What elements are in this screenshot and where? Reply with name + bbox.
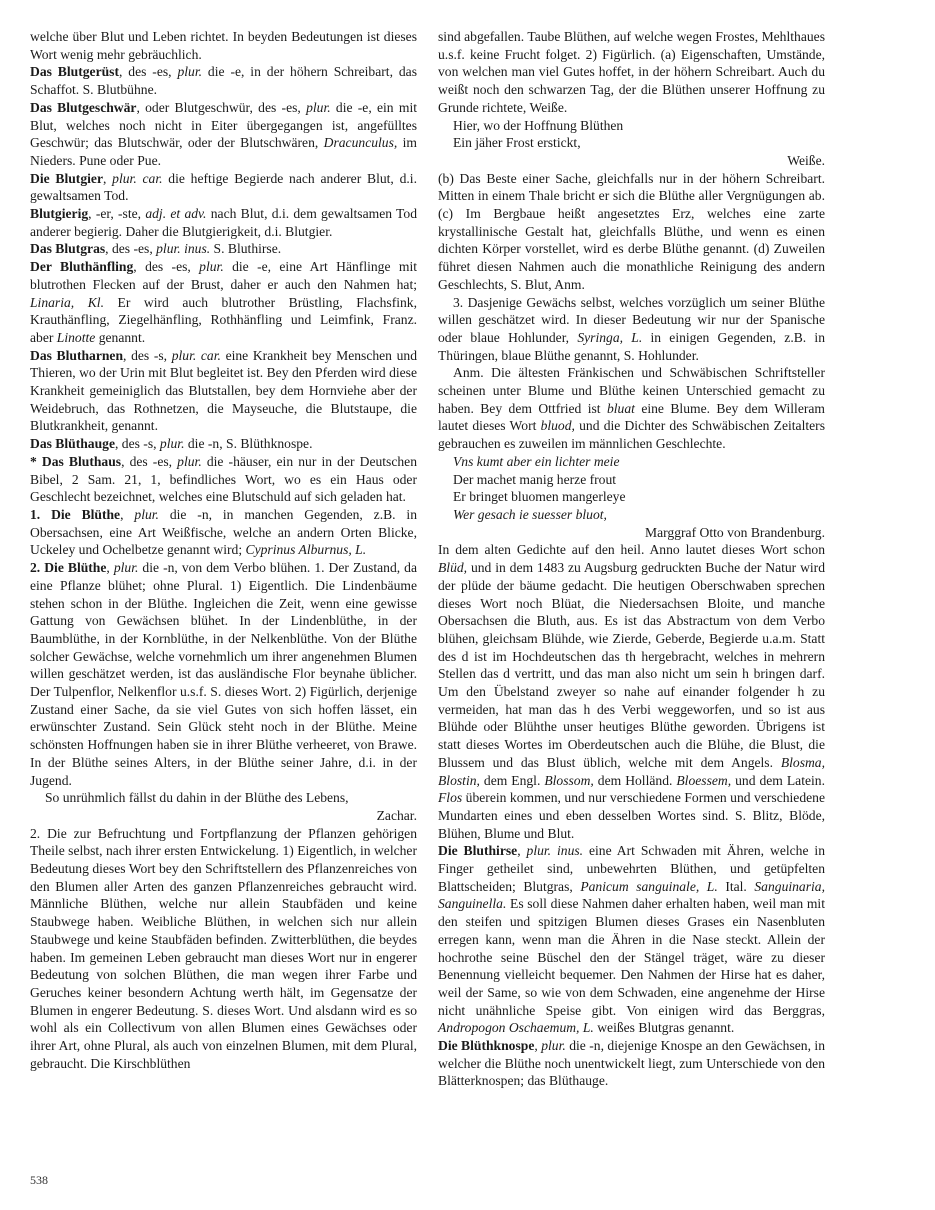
headword: 1. Die Blüthe [30,506,121,522]
left-column [30,28,417,1072]
entry-blutgeschwaer: Das Blutgeschwär, oder Blutgeschwür, des -es, plur. die -e, ein mit Blut, welches noch nicht in Eiter übergegangen ist, angefülltes Geschwür; das Blutschwär, oder der Blutschwären, Dracunculus, im Nieders. Pune oder Pue. [30,99,418,168]
entry-blutgeruest: Das Blutgerüst, des -es, plur. die -e, in der höhern Schreibart, das Schaffot. S. Blutbühne. [30,64,417,98]
entry-bluthaus: * Das Bluthaus, des -es, plur. die -häuser, ein nur in der Deutschen Bibel, 2 Sam. 21, 1, befindliches Wort, wo es ein Haus oder Geschlecht bezeichnet, welches eine Blutschuld auf sich geladen hat. [30,453,417,505]
headword: Blutgierig [30,206,89,222]
entry-blutgier: Die Blutgier, plur. car. die heftige Begierde nach anderer Blut, d.i. gewaltsamen Tod. [30,170,417,204]
headword: Das Blutgeschwär [30,99,137,115]
verse-line: Hier, wo der Hoffnung Blüthen [453,117,624,133]
headword: Das Blutharnen [30,347,124,363]
entry-blutgras: Das Blutgras, des -es, plur. inus. S. Bluthirse. [30,241,282,257]
headword: Das Blutgras [30,241,106,257]
sense-paragraph: 3. Dasjenige Gewächs selbst, welches vorzüglich um seiner Blüthe willen geschätzet wird. In dieser Bedeutung wir nur der Spanische oder blaue Hohlunder, Syringa, L. in einigen Gegenden, z.B. in Thüringen, blaue Blüthe genannt, S. Hohlunder. [438,294,825,363]
headword: Die Blüthknospe [438,1038,535,1054]
verse-line: Der machet manig herze frout [453,471,617,487]
verse-line: Wer gesach ie suesser bluot, [453,506,607,522]
page-number: 538 [30,1173,48,1187]
verse-line: Ein jäher Frost erstickt, [453,135,581,151]
right-column [438,28,825,1090]
headword: Der Bluthänfling [30,259,134,275]
verse-line: Vns kumt aber ein lichter meie [453,453,620,469]
quote-attribution: Weiße. [787,152,825,168]
headword: Die Bluthirse [438,843,518,859]
headword: Das Blutgerüst [30,64,119,80]
sense-paragraph: (b) Das Beste einer Sache, gleichfalls nur in der höhern Schreibart. Mitten in einem Thale bricht er sich die Blüthe aller Vergnügungen ab. (c) Im Bergbaue heißt angesetztes Erz, welches eine zarte krystallinische Gestalt hat, gleichfalls Blüthe, und wenn es einen dichten Körper vorstellet, wird es derbe Blüthe genannt. (d) Zuweilen führet diesen Nahmen auch die monathliche Reinigung des andern Geschlechts, S. Blut, Anm. [438,170,825,292]
entry-bluethe-2: 2. Die Blüthe, plur. die -n, von dem Verbo blühen. 1. Der Zustand, da eine Pflanze blühet; ohne Plural. 1) Eigentlich. Die Lindenbäume stehen schon in der Blüthe. Ingleichen die Zeit, wenn eine gewisse Gattung von Gewächsen blühet. In der Lindenblüthe, in der Baumblüthe, in der Kornblüthe, in der Nelkenblüthe. Von der Blüthe solcher Gewächse, welche vornehmlich um ihrer angenehmen Blumen willen geschätzet werden, ist das ausländische Flor beynahe üblicher. Der Tulpenflor, Nelkenflor u.s.f. S. dieses Wort. 2) Figürlich, derjenige Zustand einer Sache, da sie viel Gutes von sich hoffen lässet, ein erwünschter Zustand. Sein Glück steht noch in der Blüthe. Meine schönsten Hoffnungen haben sie in ihrer Blüthe verheeret, von Brawe. In der Blüthe seines Alters, in der Blüthe seiner Jahre, d.i. in der Jugend. [30,560,417,788]
entry-blutgierig: Blutgierig, -er, -ste, adj. et adv. nach Blut, d.i. dem gewaltsamen Tod anderer begierig. Daher die Blutgierigkeit, d.i. Blutgier. [30,206,417,239]
sense-paragraph: 2. Die zur Befruchtung und Fortpflanzung der Pflanzen gehörigen Theile selbst, nach ihrer ersten Entwickelung. 1) Eigentlich, in welcher Bedeutung dieses Wort bey den Schriftstellern des Pflanzenreiches von den Blumen aller Arten des ganzen Pflanzenreiches gebraucht wird. Männliche Blüthen, welche nur allein Staubfäden und keine Staubwege haben. Weibliche Blüthen, in welchen sich nur allein Staubwege und keine Staubfäden befinden. Zwitterblüthen, die beydes haben. Im gemeinen Leben gebraucht man dieses Wort nur in engerer Bedeutung von solchen Blüthen, die man wegen ihrer Farbe und Geruches keiner besondern Achtung werth hält, im Gegensatze der Blumen in engerer Bedeutung. S. dieses Wort. Und alsdann wird es so wohl als ein Collectivum von allen Blumen eines Gewächses oder ihrer Art, ohne Plural, als auch von einzelnen Blumen, mit dem Plural, gebraucht. Die Kirschblüthen [30,825,417,1071]
quote-attribution: Zachar. [376,807,417,823]
headword: Das Blüthauge [30,436,115,452]
note-paragraph: Anm. Die ältesten Fränkischen und Schwäbischen Schriftsteller scheinen unter Blume und Blüthe keinen Unterschied gemacht zu haben. Bey dem Ottfried ist bluat eine Blume. Bey dem Willeram lautet dieses Wort bluod, und die Dichter des Schwäbischen Zeitalters gebrauchen es zuweilen im männlichen Geschlechte. [438,365,826,452]
headword: Die Blutgier [30,170,103,186]
entry-blutharnen: Das Blutharnen, des -s, plur. car. eine Krankheit bey Menschen und Thieren, wo der Urin mit Blut begleitet ist. Bey den Pferden wird diese Krankheit gemeiniglich das Blutstallen, bey dem Hornviehe aber der Weidebruch, das Rothnetzen, die Mayseuche, die Blutstaupe, die Blutkrankheit, genannt. [30,347,418,434]
verse-line: Er bringet bluomen mangerleye [453,489,626,505]
entry-bluethe-1: 1. Die Blüthe, plur. die -n, in manchen Gegenden, z.B. in Obersachsen, eine Art Weißfische, welche an andern Orten Blicke, Uckeley und Ochelbetze genannt wird; Cyprinus Alburnus, L. [30,506,418,558]
entry-bluethknospe: Die Blüthknospe, plur. die -n, diejenige Knospe an den Gewächsen, in welcher die Blüthe noch unentwickelt liegt, zum Unterschiede von den Blätterknospen; das Blüthauge. [438,1038,826,1089]
entry-bluthirse: Die Bluthirse, plur. inus. eine Art Schwaden mit Ähren, welche in Finger getheilet sind, unbewehrten Blüthen, und getüpfelten Blattscheiden; Blutgras, Panicum sanguinale, L. Ital. Sanguinaria, Sanguinella. Es soll diese Nahmen daher erhalten haben, weil man mit den steifen und spitzigen Blumen dieses Grases ein Nasenbluten erregen kann, wenn man die Ähren in die Nase steckt. Allein der hochrothe seine Büschel den der Stängel träget, wäre zu dieser Benennung vielleicht bequemer. Den Nahmen der Hirse hat es daher, weil der Same, so wie von dem Schwaden, eine angenehme der Hirse nicht unähnliche Speise gibt. Von einigen wird das Berggras, Andropogon Oschaemum, L. weißes Blutgras genannt. [438,843,826,1036]
entry-bluethauge: Das Blüthauge, des -s, plur. die -n, S. Blüthknospe. [30,436,313,452]
headword: * Das Bluthaus [30,453,122,469]
entry-continuation: welche über Blut und Leben richtet. In beyden Bedeutungen ist dieses Wort wenig mehr gebräuchlich. [30,29,417,62]
headword: 2. Die Blüthe [30,560,107,576]
verse-line: So unrühmlich fällst du dahin in der Blüthe des Lebens, [45,790,349,806]
entry-continuation: sind abgefallen. Taube Blüthen, auf welche wegen Frostes, Mehlthaues u.s.f. keine Frucht folget. 2) Figürlich. (a) Eigenschaften, Umstände, von welchen man viel Gutes hoffet, in der höhern Schreibart. Auch du weißt noch den schwarzen Tag, der die Blüthen unserer Hoffnung zu Grunde richtete, Weiße. [438,29,825,115]
entry-bluthaenfling: Der Bluthänfling, des -es, plur. die -e, eine Art Hänflinge mit blutrothen Flecken auf der Brust, daher er auch den Nahmen hat; Linaria, Kl. Er wird auch blutrother Brüstling, Flachsfink, Krauthänfling, Ziegelhänfling, Rothhänfling und Leimfink, Franz. aber Linotte genannt. [30,259,417,345]
note-paragraph: In dem alten Gedichte auf den heil. Anno lautet dieses Wort schon Blüd, und in dem 1483 zu Augsburg gedruckten Buche der Natur wird der plüde der bäume gedacht. Die heutigen Oberschwaben sprechen dieses Wort noch Blüat, die Niedersachsen Bloite, und manche Obersachsen die Bluth, aus. Es ist das Abstractum von dem Verbo blühen, gleichsam Blühde, wie Zierde, Geberde, Begierde u.a.m. Statt des d ist im Hochdeutschen das th hergebracht, welches in mehrern Stellen das d vertritt, und das man also nicht um sein h bringen darf. Um den Übelstand zweyer so nahe auf einander folgender h zu vermeiden, hat man das h des Verbi weggeworfen, und so ist aus Blühde oder Blühthe unser heutiges Blüthe geworden. Übrigens ist statt dieses Wortes im Oberdeutschen auch die Blühe, die Blust, die Blussem und das Blust üblich, welche mit dem Angels. Blosma, Blostin, dem Engl. Blossom, dem Holländ. Bloessem, und dem Latein. Flos überein kommen, und nur verschiedene Formen und verschiedene Mundarten eines und eben desselben Wortes sind. S. Blitz, Blöde, Blühen, Blume und Blut. [438,542,825,841]
quote-attribution: Marggraf Otto von Brandenburg. [645,524,825,540]
